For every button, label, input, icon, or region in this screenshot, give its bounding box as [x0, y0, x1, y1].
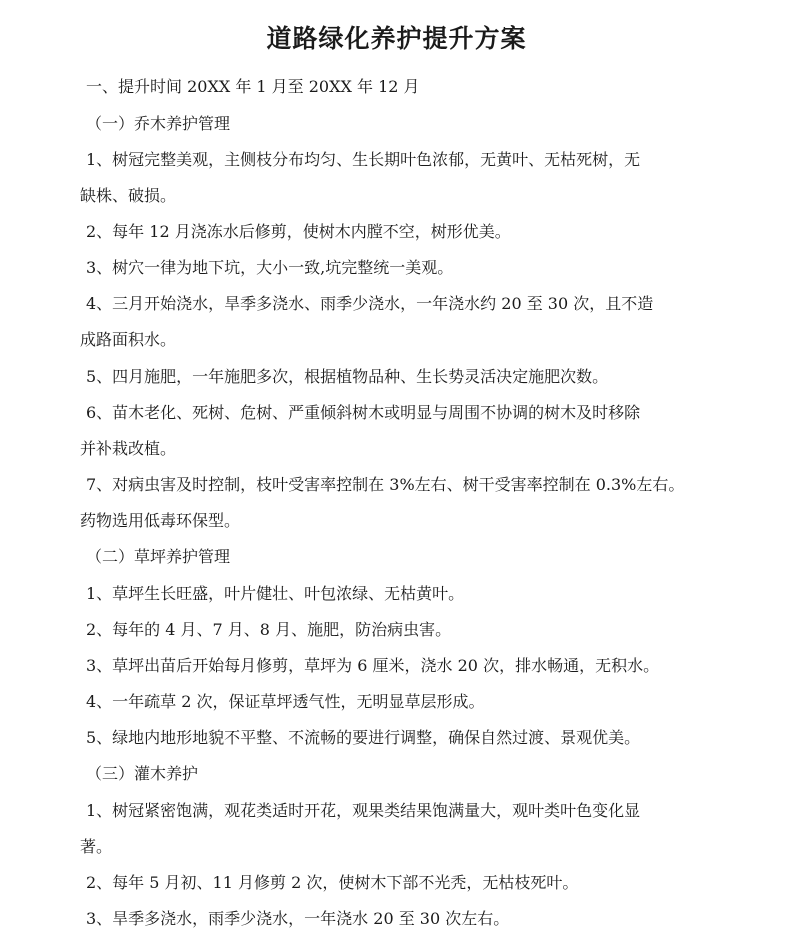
paragraph-line: 5、四月施肥，一年施肥多次，根据植物品种、生长势灵活决定施肥次数。 — [86, 367, 609, 386]
paragraph-line: 3、旱季多浇水，雨季少浇水，一年浇水 20 至 30 次左右。 — [86, 909, 510, 928]
paragraph-line: 7、对病虫害及时控制，枝叶受害率控制在 3%左右、树干受害率控制在 0.3%左右。 — [86, 475, 685, 494]
paragraph-line: 药物选用低毒环保型。 — [80, 511, 241, 530]
paragraph-line: 2、每年 5 月初、11 月修剪 2 次，使树木下部不光秃，无枯枝死叶。 — [86, 873, 579, 892]
paragraph-line: 1、树冠紧密饱满，观花类适时开花，观果类结果饱满量大，观叶类叶色变化显 — [86, 801, 641, 820]
subsection-heading: （三）灌木养护 — [86, 764, 199, 783]
document-title: 道路绿化养护提升方案 — [266, 24, 527, 53]
paragraph-line: 成路面积水。 — [80, 330, 177, 349]
paragraph-line: 并补栽改植。 — [80, 439, 177, 458]
paragraph-line: 4、一年疏草 2 次，保证草坪透气性，无明显草层形成。 — [86, 692, 485, 711]
subsection-heading: （一）乔木养护管理 — [86, 114, 231, 133]
subsection-heading: （二）草坪养护管理 — [86, 547, 231, 566]
paragraph-line: 3、树穴一律为地下坑，大小一致,坑完整统一美观。 — [86, 258, 454, 277]
paragraph-line: 5、绿地内地形地貌不平整、不流畅的要进行调整，确保自然过渡、景观优美。 — [86, 728, 641, 747]
paragraph-line: 2、每年 12 月浇冻水后修剪，使树木内膛不空，树形优美。 — [86, 222, 511, 241]
paragraph-line: 著。 — [80, 837, 113, 856]
paragraph-line: 6、苗木老化、死树、危树、严重倾斜树木或明显与周围不协调的树木及时移除 — [86, 403, 641, 422]
section-heading: 一、提升时间 20XX 年 1 月至 20XX 年 12 月 — [86, 77, 420, 96]
paragraph-line: 1、草坪生长旺盛，叶片健壮、叶包浓绿、无枯黄叶。 — [86, 584, 465, 603]
paragraph-line: 4、三月开始浇水，旱季多浇水、雨季少浇水，一年浇水约 20 至 30 次，且不造 — [86, 294, 654, 313]
paragraph-line: 缺株、破损。 — [80, 186, 177, 205]
paragraph-line: 2、每年的 4 月、7 月、8 月、施肥，防治病虫害。 — [86, 620, 452, 639]
paragraph-line: 3、草坪出苗后开始每月修剪，草坪为 6 厘米，浇水 20 次，排水畅通，无积水。 — [86, 656, 660, 675]
paragraph-line: 1、树冠完整美观，主侧枝分布均匀、生长期叶色浓郁，无黄叶、无枯死树，无 — [86, 150, 641, 169]
